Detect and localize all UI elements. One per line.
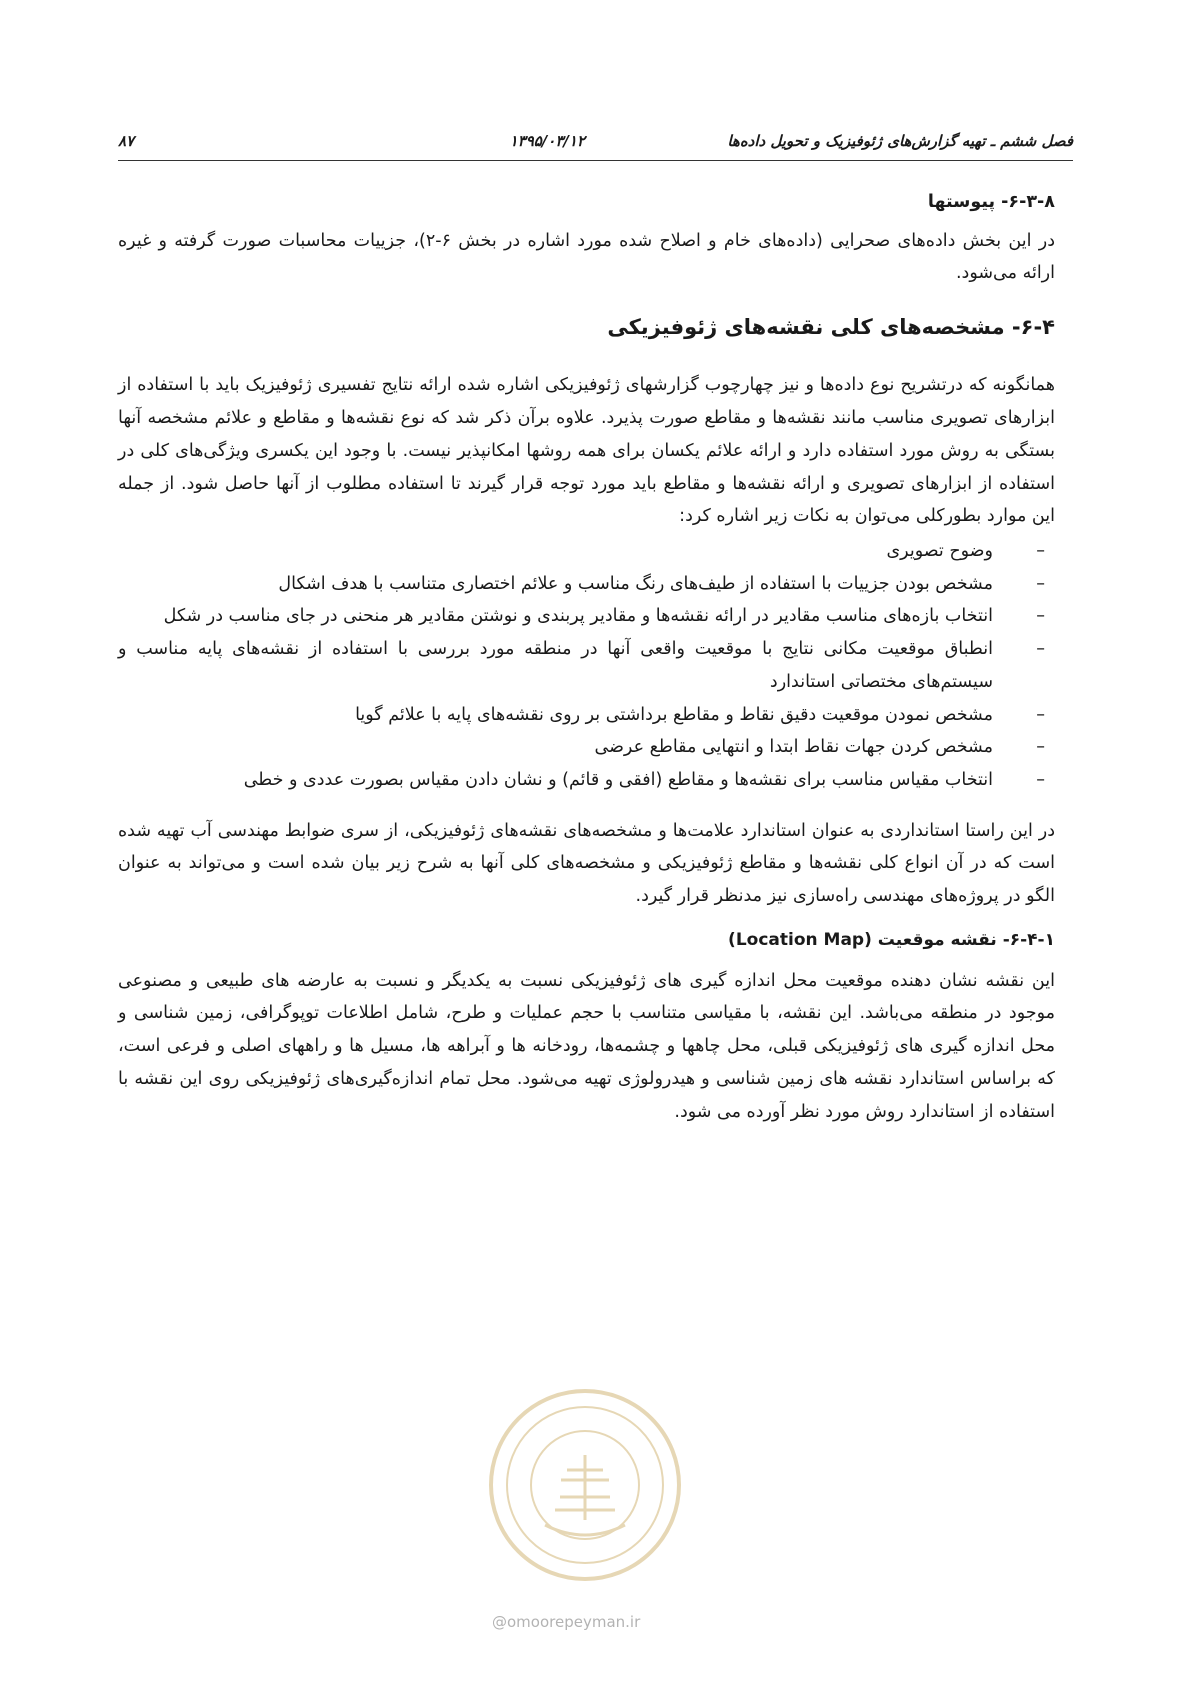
list-item: – مشخص کردن جهات نقاط ابتدا و انتهایی مقاطع عرضی [118, 731, 993, 764]
list-item: – انتخاب بازه‌های مناسب مقادیر در ارائه نقشه‌ها و مقادیر پربندی و نوشتن مقادیر هر منحنی در جای مناسب در شکل [118, 600, 993, 633]
page-header [118, 126, 1073, 161]
list-item: – وضوح تصویری [118, 535, 993, 568]
list-item: – انتخاب مقیاس مناسب برای نقشه‌ها و مقاطع (افقی و قائم) و نشان دادن مقیاس بصورت عددی و خطی [118, 764, 993, 797]
section-64-intro: همانگونه که درتشریح نوع داده‌ها و نیز چهارچوب گزارشهای ژئوفیزیکی اشاره شده ارائه نتایج تفسیری ژئوفیزیک باید با استفاده از ابزارهای تصویری مناسب مانند نقشه‌ها و مقاطع صورت پذیرد. علاوه برآن ذکر شد که نوع نقشه‌ها و مقاطع و علائم مشخصه آنها بستگی به روش مورد استفاده دارد و ارائه علائم یکسان برای همه روشها امکانپذیر نیست. با وجود این یکسری ویژگی‌های کلی در استفاده از ابزارهای تصویری و ارائه نقشه‌ها و مقاطع باید مورد توجه قرار گیرند تا استفاده مطلوب از آنها حاصل شود. از جمله این موارد بطورکلی می‌توان به نکات زیر اشاره کرد: [118, 375, 1055, 527]
section-641-paragraph: این نقشه نشان دهنده موقعیت محل اندازه گیری های ژئوفیزیکی نسبت به یکدیگر و نسبت به عارضه های طبیعی و مصنوعی موجود در منطقه می‌باشد. این نقشه، با مقیاسی متناسب با حجم عملیات و طرح، شامل اطلاعات توپوگرافی، زمین شناسی و محل اندازه گیری های ژئوفیزیکی قبلی، محل چاهها و چشمه‌ها، رودخانه ها و آبراهه ها، مسیل ها و راههای اصلی و فرعی است، که براساس استاندارد نقشه های زمین شناسی و هیدرولوژی تهیه می‌شود. محل تمام اندازه‌گیری‌های ژئوفیزیکی روی این نقشه با استفاده از استاندارد روش مورد نظر آورده می شود. [118, 970, 1055, 1122]
section-64-closing: در این راستا استانداردی به عنوان استاندارد علامت‌ها و مشخصه‌های نقشه‌های ژئوفیزیکی، از سری ضوابط مهندسی آب تهیه شده است که در آن انواع کلی نقشه‌ها و مقاطع ژئوفیزیکی و مشخصه‌های کلی آنها به شرح زیر بیان شده است و می‌تواند به عنوان الگو در پروژه‌های مهندسی راه‌سازی نیز مدنظر قرار گیرد. [118, 820, 1055, 907]
bullet-list [118, 535, 1055, 797]
page-body [118, 186, 1055, 1128]
list-item: – مشخص نمودن موقعیت دقیق نقاط و مقاطع برداشتی بر روی نقشه‌های پایه با علائم گویا [118, 699, 993, 732]
section-64-heading: ۶-۴- مشخصه‌های کلی نقشه‌های ژئوفیزیکی [607, 315, 1055, 340]
list-item: – مشخص بودن جزییات با استفاده از طیف‌های رنگ مناسب و علائم اختصاری متناسب با هدف اشکال [118, 568, 993, 601]
list-item: – انطباق موقعیت مکانی نتایج با موقعیت واقعی آنها در منطقه مورد بررسی با استفاده از نقشه‌های پایه مناسب و سیستم‌های مختصاتی استاندارد [118, 633, 993, 698]
section-641-heading: ۶-۴-۱- نقشه موقعیت (Location Map) [728, 929, 1055, 950]
page-number: ۸۷ [118, 132, 135, 150]
section-683-heading: ۶-۳-۸- پیوستها [927, 192, 1055, 212]
watermark-seal-icon [485, 1385, 685, 1585]
header-date: ۱۳۹۵/۰۳/۱۲ [509, 132, 585, 150]
watermark-url: @omoorepeyman.ir [492, 1613, 641, 1631]
section-683-paragraph: در این بخش داده‌های صحرایی (داده‌های خام و اصلاح شده مورد اشاره در بخش ۶-۲)، جزییات محاسبات صورت گرفته و غیره ارائه می‌شود. [118, 230, 1055, 284]
chapter-title: فصل ششم ـ تهیه گزارش‌های ژئوفیزیک و تحویل داده‌ها [727, 132, 1073, 150]
